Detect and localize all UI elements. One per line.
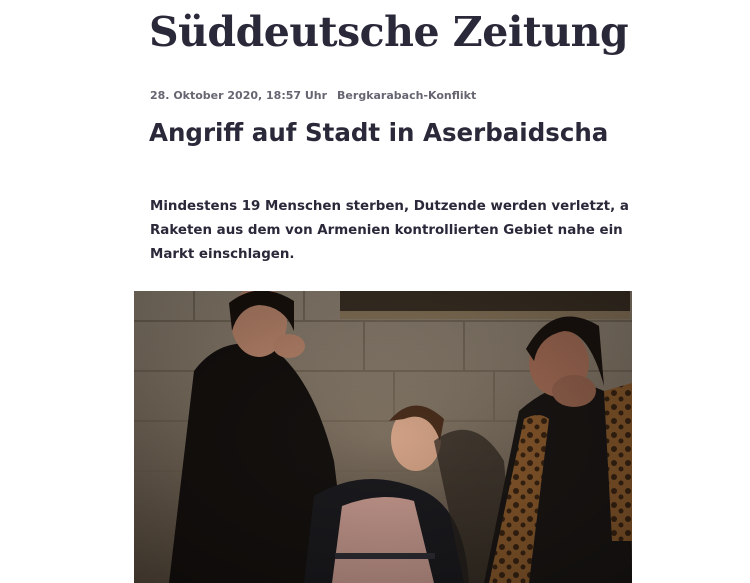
article-meta bbox=[150, 89, 476, 102]
photo-image bbox=[134, 291, 632, 583]
article-page bbox=[134, 0, 632, 583]
teaser-line: Markt einschlagen. bbox=[150, 247, 295, 262]
article-teaser bbox=[150, 195, 632, 267]
teaser-line: Raketen aus dem von Armenien kontrollierten Gebiet nahe ein bbox=[150, 223, 623, 238]
article-category[interactable]: Bergkarabach-Konflikt bbox=[337, 89, 477, 102]
article-headline: Angriff auf Stadt in Aserbaidscha bbox=[149, 118, 609, 147]
article-photo bbox=[134, 291, 632, 583]
article-date: 28. Oktober 2020, 18:57 Uhr bbox=[150, 89, 328, 102]
teaser-line: Mindestens 19 Menschen sterben, Dutzende werden verletzt, a bbox=[150, 199, 629, 214]
newspaper-logo[interactable]: Süddeutsche Zeitung bbox=[149, 8, 629, 56]
